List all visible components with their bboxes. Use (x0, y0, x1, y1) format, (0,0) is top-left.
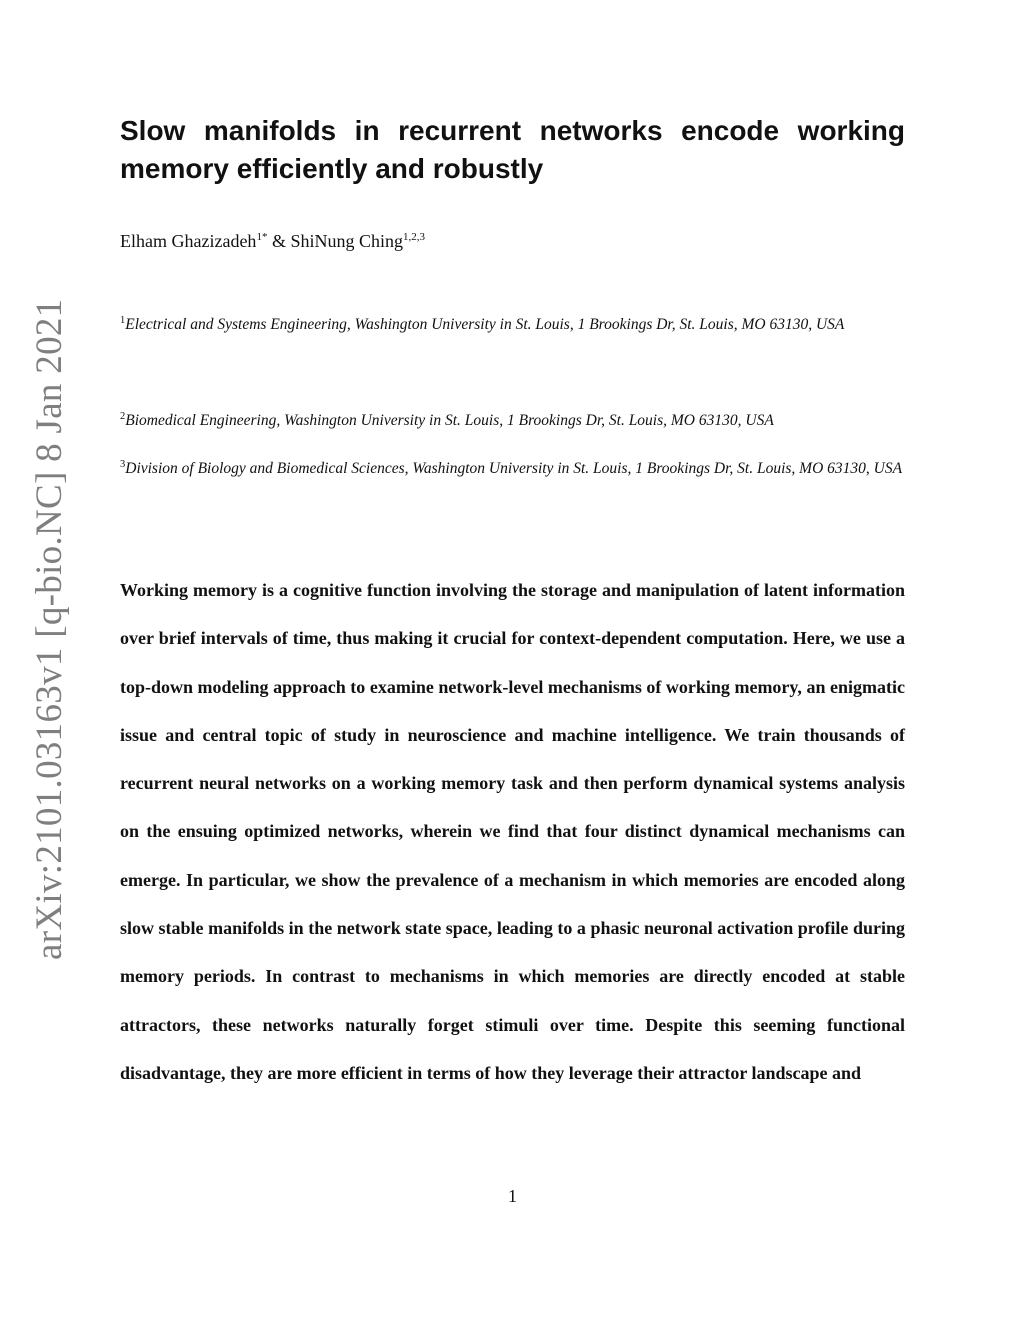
paper-title: Slow manifolds in recurrent networks encode working memory efficiently and robustly (120, 115, 905, 184)
arxiv-identifier-stamp: arXiv:2101.03163v1 [q-bio.NC] 8 Jan 2021 (29, 298, 70, 960)
author-name: Elham Ghazizadeh (120, 231, 257, 251)
author-list (120, 228, 425, 254)
affiliation-mark: 2 (120, 411, 126, 422)
affiliation-text: Biomedical Engineering, Washington University in St. Louis, 1 Brookings Dr, St. Louis, MO 63130, USA (125, 412, 774, 429)
affiliation (120, 445, 905, 493)
affiliation (120, 301, 905, 349)
author-affiliation-mark: 1,2,3 (402, 231, 425, 243)
author-name: ShiNung Ching (290, 231, 403, 251)
author-separator: & (267, 231, 291, 251)
affiliation-mark: 3 (120, 459, 126, 470)
author-affiliation-mark: 1* (256, 231, 268, 243)
affiliation-text: Division of Biology and Biomedical Sciences, Washington University in St. Louis, 1 Brookings Dr, St. Louis, MO 63130, USA (125, 460, 903, 477)
page-number: 1 (508, 1186, 517, 1206)
abstract: Working memory is a cognitive function involving the storage and manipulation of latent information over brief intervals of time, thus making it crucial for context-dependent computation. Here, we use a top-down modeling approach to examine network-level mechanisms of working memory, an enigmatic issue and central topic of study in neuroscience and machine intelligence. We train thousands of recurrent neural networks on a working memory task and then perform dynamical systems analysis on the ensuing optimized networks, wherein we find that four distinct dynamical mechanisms can emerge. In particular, we show the prevalence of a mechanism in which memories are encoded along slow stable manifolds in the network state space, leading to a phasic neuronal activation profile during memory periods. In contrast to mechanisms in which memories are directly encoded at stable attractors, these networks naturally forget stimuli over time. Despite this seeming functional disadvantage, they are more efficient in terms of how they leverage their attractor landscape and (120, 580, 905, 1083)
affiliation (120, 397, 905, 445)
affiliation-mark: 1 (120, 315, 126, 326)
affiliation-text: Electrical and Systems Engineering, Washington University in St. Louis, 1 Brookings Dr, St. Louis, MO 63130, USA (125, 316, 845, 333)
